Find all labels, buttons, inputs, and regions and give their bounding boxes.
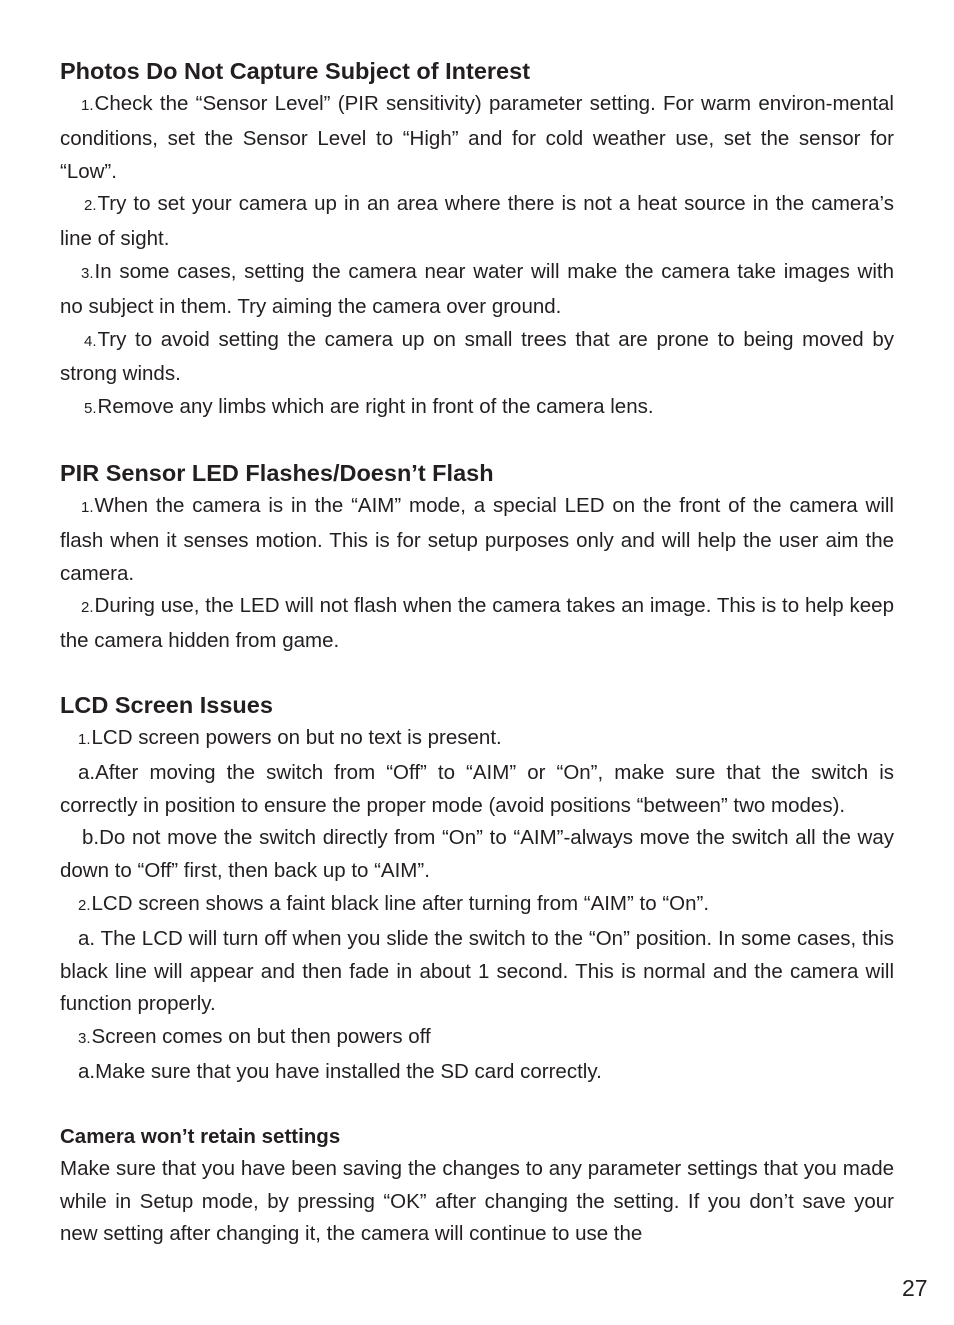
section-heading: Photos Do Not Capture Subject of Interest	[60, 58, 531, 84]
item-number: 1.	[78, 730, 91, 748]
page-number: 27	[902, 1275, 928, 1301]
item-text: Check the “Sensor Level” (PIR sensitivity) parameter setting. For warm environ-mental conditions, set the Sensor Level to “High” and for cold weather use, set the sensor for “Low”.	[60, 92, 894, 183]
list-item	[60, 888, 894, 923]
item-number: 3.	[78, 1030, 91, 1048]
list-item	[60, 88, 894, 188]
item-number: 5.	[84, 400, 97, 418]
item-text: When the camera is in the “AIM” mode, a special LED on the front of the camera will flash when it senses motion. This is for setup purposes only and will help the user aim the camera.	[60, 493, 894, 585]
list-item	[60, 256, 894, 324]
section-heading: Camera won’t retain settings	[60, 1124, 341, 1148]
list-item	[60, 188, 894, 256]
section-heading: LCD Screen Issues	[60, 691, 273, 718]
section-lcd	[60, 689, 894, 1089]
item-number: 3.	[81, 264, 94, 282]
item-text: Remove any limbs which are right in front of the camera lens.	[97, 395, 654, 419]
sub-item: b.Do not move the switch directly from “On” to “AIM”-always move the switch all the way down to “Off” first, then back up to “AIM”.	[60, 826, 894, 883]
item-text: In some cases, setting the camera near water will make the camera take images with no subject in them. Try aiming the camera over ground.	[60, 259, 894, 318]
item-text: LCD screen powers on but no text is present.	[91, 725, 502, 749]
item-number: 2.	[81, 599, 94, 617]
item-text: Screen comes on but then powers off	[91, 1025, 431, 1049]
sub-item: a. The LCD will turn off when you slide the switch to the “On” position. In some cases, this black line will appear and then fade in about 1 second. This is normal and the camera will function properly.	[60, 926, 894, 1016]
section-heading: PIR Sensor LED Flashes/Doesn’t Flash	[60, 459, 494, 486]
item-text: During use, the LED will not flash when the camera takes an image. This is to help keep the camera hidden from game.	[60, 594, 894, 653]
item-text: Try to set your camera up in an area where there is not a heat source in the camera’s line of sight.	[60, 192, 894, 251]
item-number: 1.	[81, 498, 94, 516]
body-paragraph: Make sure that you have been saving the changes to any parameter settings that you made while in Setup mode, by pressing “OK” after changing the setting. If you don’t save your new setting after changing it, the camera will continue to use the	[60, 1156, 894, 1246]
item-text: Try to avoid setting the camera up on small trees that are prone to being moved by strong winds.	[60, 327, 894, 386]
item-number: 2.	[78, 896, 91, 914]
list-item	[60, 324, 894, 392]
item-number: 1.	[81, 97, 94, 114]
manual-page	[60, 55, 894, 1251]
item-text: LCD screen shows a faint black line after turning from “AIM” to “On”.	[91, 891, 710, 915]
list-item	[60, 590, 894, 658]
item-number: 4.	[84, 332, 97, 350]
sub-item: a.Make sure that you have installed the SD card correctly.	[78, 1059, 602, 1083]
list-item	[60, 722, 894, 757]
list-item	[60, 391, 894, 426]
list-item	[60, 1021, 894, 1056]
sub-item: a.After moving the switch from “Off” to “AIM” or “On”, make sure that the switch is correctly in position to ensure the proper mode (avoid positions “between” two modes).	[60, 760, 894, 817]
section-settings	[60, 1120, 894, 1251]
section-photos	[60, 55, 894, 426]
item-number: 2.	[84, 197, 97, 215]
section-pir-led	[60, 457, 894, 658]
list-item	[60, 490, 894, 590]
